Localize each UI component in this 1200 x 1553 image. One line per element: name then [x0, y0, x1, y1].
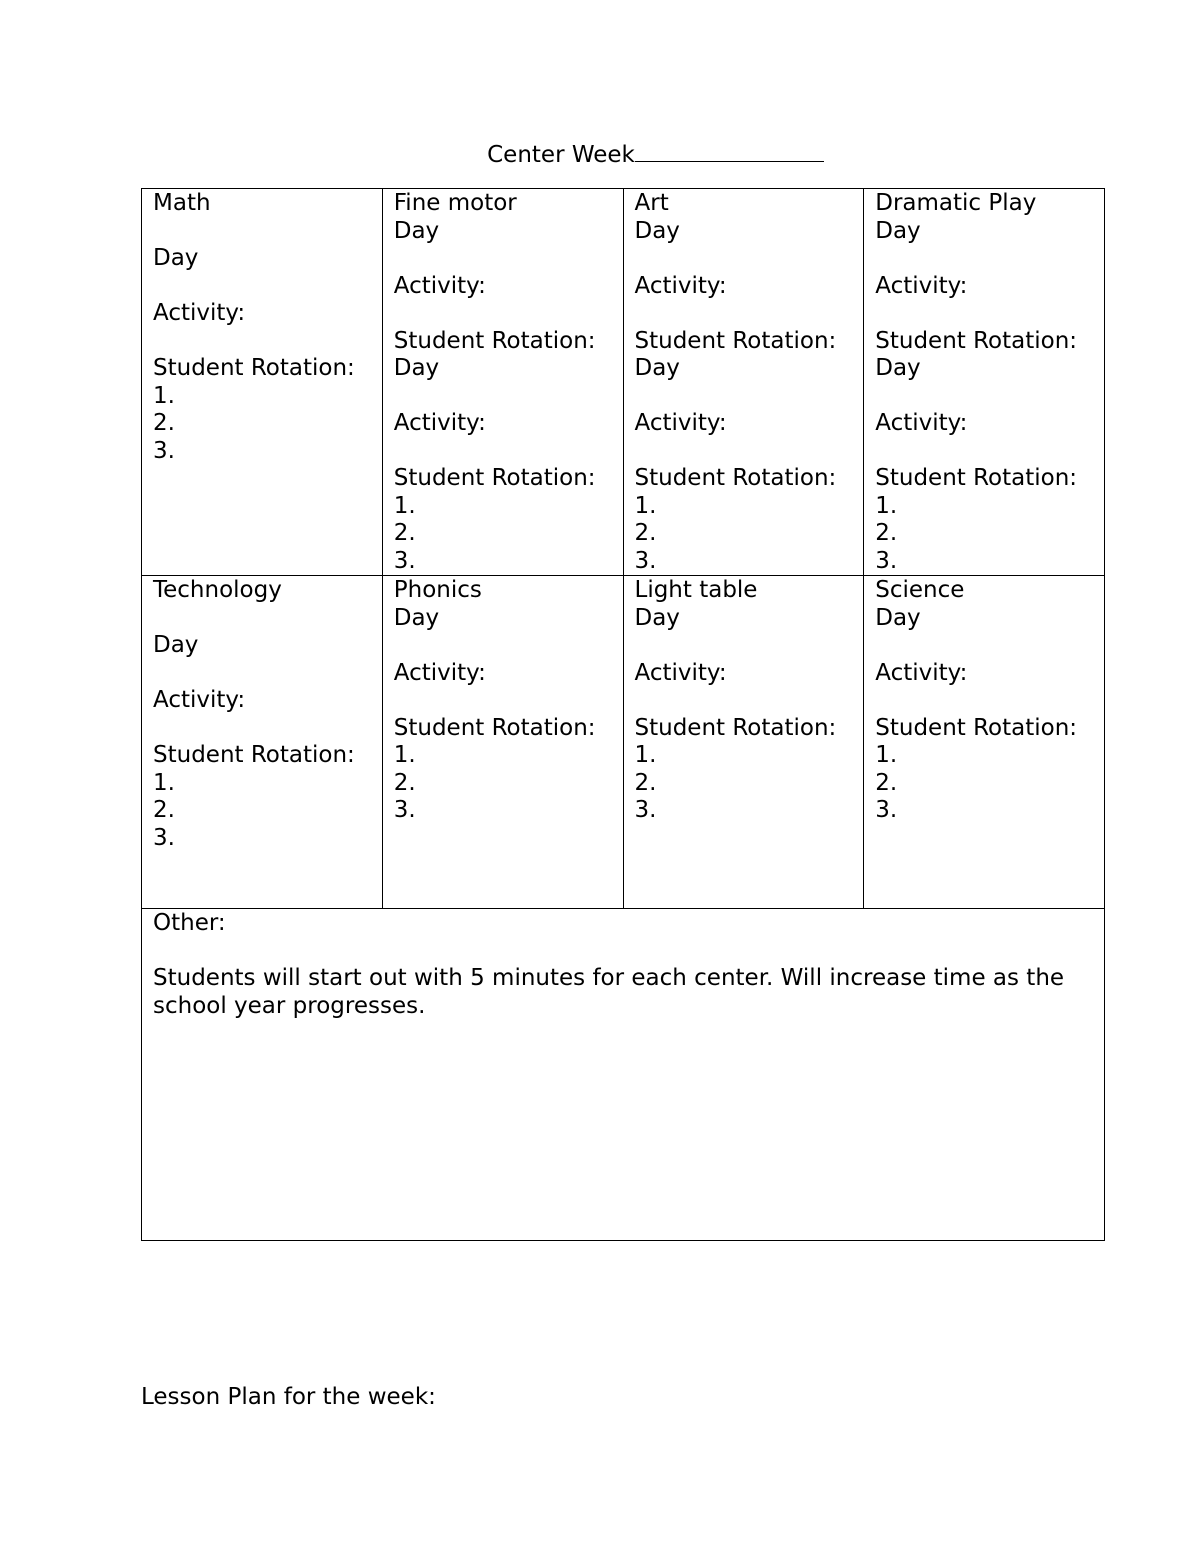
rotation-item: 2.: [153, 797, 175, 823]
center-name: Dramatic Play: [875, 190, 1037, 216]
activity-label: Activity:: [393, 272, 486, 299]
rotation-item: 2.: [875, 769, 898, 796]
rotation-item: 2.: [634, 769, 657, 796]
student-rotation-label: Student Rotation:: [634, 327, 837, 354]
day-label: Day: [153, 245, 199, 271]
rotation-item: 2.: [875, 520, 898, 546]
center-cell-art[interactable]: [623, 189, 864, 576]
spacer: [635, 438, 854, 466]
table-row: [142, 189, 1105, 576]
rotation-item: 2.: [153, 410, 175, 436]
day-label: Day: [153, 632, 199, 658]
activity-label: Activity:: [875, 272, 968, 299]
week-blank-line[interactable]: [635, 141, 824, 162]
student-rotation-label: Student Rotation:: [153, 742, 355, 768]
student-rotation-label: Student Rotation:: [875, 327, 1078, 354]
student-rotation-label: Student Rotation:: [634, 465, 837, 491]
spacer: [153, 218, 372, 246]
spacer: [635, 383, 854, 411]
other-note-line: Students will start out with 5 minutes for each center. Will increase time as the: [153, 965, 1065, 991]
day-label: Day: [393, 217, 440, 244]
spacer: [153, 273, 372, 301]
spacer: [875, 245, 1094, 273]
spacer: [635, 245, 854, 273]
spacer: [153, 660, 372, 688]
table-row: [142, 576, 1105, 909]
student-rotation-label: Student Rotation:: [875, 465, 1078, 491]
center-cell-dramatic-play[interactable]: [864, 189, 1105, 576]
day-label: Day: [875, 604, 921, 631]
center-cell-math[interactable]: [142, 189, 383, 576]
spacer: [394, 438, 613, 466]
student-rotation-label: Student Rotation:: [153, 355, 355, 381]
day-label: Day: [634, 604, 680, 631]
activity-label: Activity:: [153, 300, 246, 326]
rotation-item: 2.: [393, 769, 416, 796]
rotation-item: 3.: [634, 547, 657, 574]
rotation-item: 3.: [875, 547, 898, 574]
table-row: [142, 909, 1105, 1241]
center-cell-fine-motor[interactable]: [382, 189, 623, 576]
rotation-item: 1.: [153, 382, 175, 409]
lesson-plan-label: Lesson Plan for the week:: [141, 1384, 436, 1410]
center-name: Technology: [153, 577, 282, 603]
student-rotation-label: Student Rotation:: [393, 327, 596, 354]
day-label: Day: [634, 217, 680, 244]
center-cell-technology[interactable]: [142, 576, 383, 909]
center-cell-light-table[interactable]: [623, 576, 864, 909]
rotation-item: 3.: [875, 797, 898, 823]
spacer: [153, 328, 372, 356]
spacer: [875, 687, 1094, 715]
other-label: Other:: [153, 910, 226, 936]
activity-label: Activity:: [634, 659, 727, 686]
day-label: Day: [393, 604, 440, 631]
page-title-text: Center Week: [487, 142, 635, 168]
activity-label: Activity:: [875, 410, 968, 436]
rotation-item: 2.: [634, 520, 657, 546]
other-notes-cell[interactable]: [142, 909, 1105, 1241]
day-label: Day: [875, 355, 921, 381]
rotation-item: 1.: [634, 492, 657, 519]
student-rotation-label: Student Rotation:: [875, 714, 1078, 741]
activity-label: Activity:: [634, 272, 727, 299]
day-label: Day: [634, 355, 680, 381]
day-label: Day: [393, 355, 440, 381]
spacer: [394, 245, 613, 273]
spacer: [635, 632, 854, 660]
activity-label: Activity:: [393, 410, 486, 436]
spacer: [153, 605, 372, 633]
spacer: [635, 300, 854, 328]
spacer: [875, 632, 1094, 660]
rotation-item: 1.: [393, 492, 416, 519]
spacer: [635, 687, 854, 715]
rotation-item: 3.: [153, 824, 175, 851]
activity-label: Activity:: [153, 687, 246, 713]
day-label: Day: [875, 217, 921, 244]
rotation-item: 1.: [153, 769, 175, 796]
rotation-item: 3.: [393, 547, 416, 574]
center-cell-science[interactable]: [864, 576, 1105, 909]
spacer: [875, 300, 1094, 328]
rotation-item: 3.: [634, 797, 657, 823]
center-cell-phonics[interactable]: [382, 576, 623, 909]
spacer: [394, 687, 613, 715]
rotation-item: 3.: [393, 797, 416, 823]
spacer: [394, 632, 613, 660]
rotation-item: 1.: [393, 742, 416, 768]
center-name: Phonics: [393, 577, 482, 603]
page-title: [0, 141, 1200, 169]
rotation-item: 2.: [393, 520, 416, 546]
student-rotation-label: Student Rotation:: [634, 714, 837, 741]
centers-table: [141, 188, 1105, 1241]
student-rotation-label: Student Rotation:: [393, 465, 596, 491]
spacer: [153, 938, 1094, 966]
center-name: Fine motor: [393, 190, 517, 216]
spacer: [394, 383, 613, 411]
center-name: Science: [875, 577, 965, 603]
center-name: Art: [634, 190, 669, 216]
center-name: Light table: [634, 577, 758, 603]
activity-label: Activity:: [393, 659, 486, 686]
student-rotation-label: Student Rotation:: [393, 714, 596, 741]
rotation-item: 1.: [634, 742, 657, 768]
center-name: Math: [153, 190, 211, 216]
rotation-item: 1.: [875, 742, 898, 768]
rotation-item: 1.: [875, 492, 898, 519]
activity-label: Activity:: [634, 410, 727, 436]
spacer: [875, 438, 1094, 466]
spacer: [394, 300, 613, 328]
activity-label: Activity:: [875, 659, 968, 686]
spacer: [153, 715, 372, 743]
rotation-item: 3.: [153, 437, 175, 464]
spacer: [875, 383, 1094, 411]
other-note-line: school year progresses.: [153, 992, 426, 1019]
